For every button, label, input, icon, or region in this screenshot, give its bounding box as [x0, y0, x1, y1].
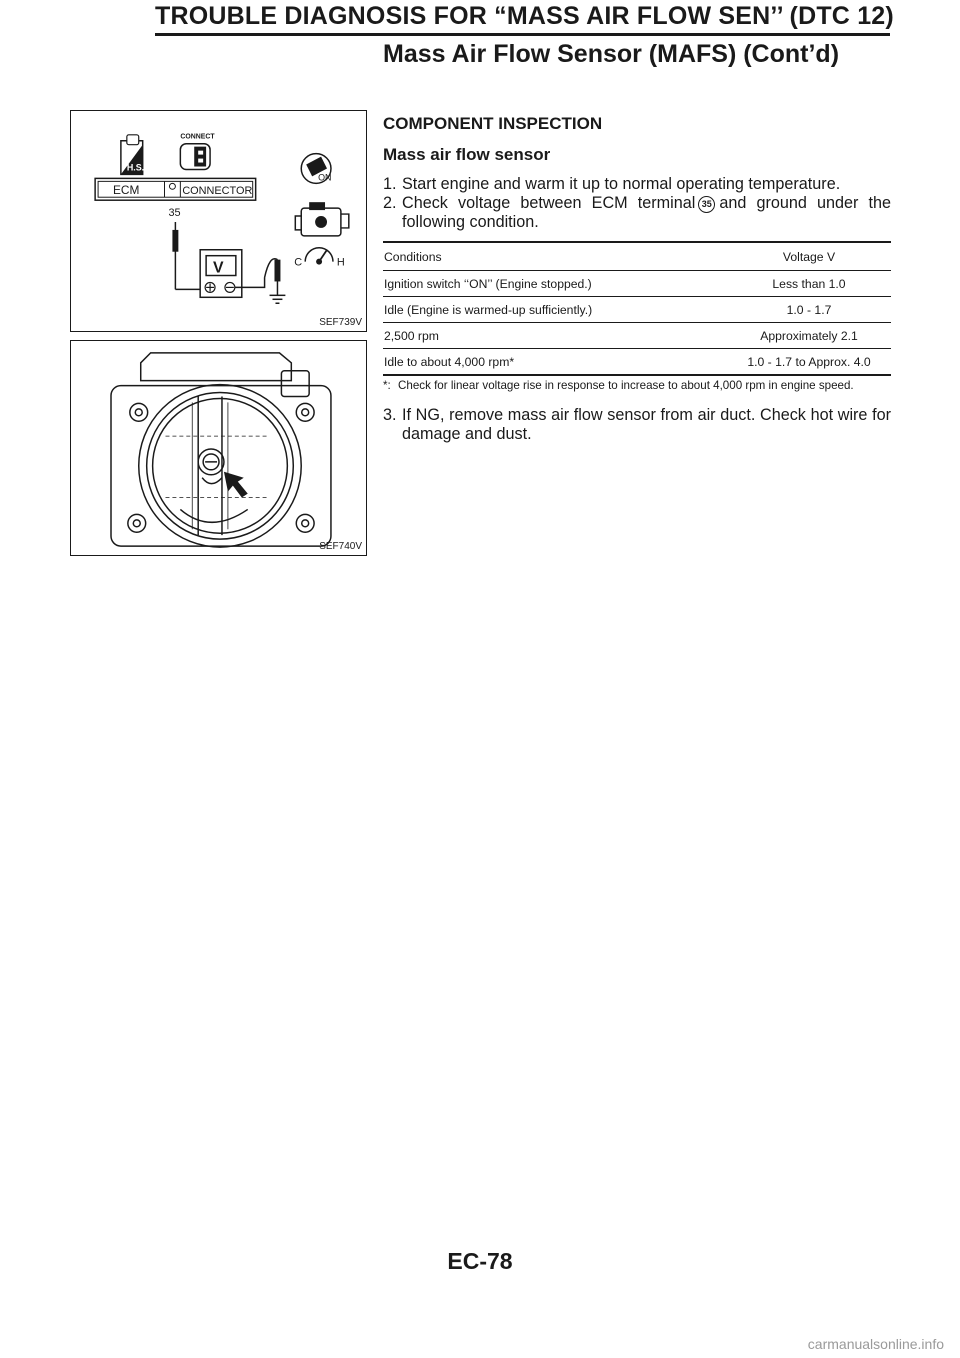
- column-header-conditions: Conditions: [383, 242, 726, 271]
- watermark: carmanualsonline.info: [807, 1336, 944, 1352]
- table-row: [383, 349, 891, 376]
- step-text-after: and ground under the following condition.: [402, 194, 891, 231]
- step-3: [383, 406, 891, 444]
- table-cell-voltage: Less than 1.0: [726, 271, 891, 297]
- terminal-number-badge: 35: [698, 196, 715, 213]
- table-row: [383, 297, 891, 323]
- column-header-voltage: Voltage V: [726, 242, 891, 271]
- figure-voltage-check: [70, 110, 367, 332]
- step-1: [383, 175, 891, 194]
- figure-caption: SEF740V: [319, 541, 362, 552]
- step-text: If NG, remove mass air flow sensor from air duct. Check hot wire for damage and dust.: [402, 406, 891, 443]
- connector-icon: [180, 144, 210, 170]
- page-section-title: Mass Air Flow Sensor (MAFS) (Cont’d): [383, 40, 840, 68]
- mass-air-flow-sensor-heading: Mass air flow sensor: [383, 145, 551, 164]
- step-text: [402, 194, 891, 232]
- figure-caption: SEF739V: [319, 317, 362, 328]
- component-inspection-heading: COMPONENT INSPECTION: [383, 114, 603, 133]
- footnote-mark: *:: [383, 379, 391, 392]
- table-cell-condition: Ignition switch ‘‘ON’’ (Engine stopped.): [383, 271, 726, 297]
- hs-badge-icon: [121, 135, 144, 175]
- temperature-gauge-icon: [294, 248, 344, 269]
- ecm-label: ECM: [112, 183, 140, 198]
- gauge-hot-label: H: [336, 256, 345, 269]
- table-cell-condition: Idle (Engine is warmed-up sufficiently.): [383, 297, 726, 323]
- gauge-cold-label: C: [294, 256, 303, 269]
- table-footnote: [383, 379, 891, 392]
- header-rule: [155, 33, 890, 36]
- engine-icon: [295, 202, 349, 236]
- step-number: 1.: [383, 175, 397, 193]
- hs-label: H.S.: [126, 162, 145, 173]
- connect-label: CONNECT: [180, 133, 215, 141]
- step-number: 2.: [383, 194, 397, 212]
- page-header-title: TROUBLE DIAGNOSIS FOR “MASS AIR FLOW SEN’’ (DTC 12): [155, 2, 894, 30]
- table-cell-condition: Idle to about 4,000 rpm*: [383, 349, 726, 376]
- table-cell-voltage: Approximately 2.1: [726, 323, 891, 349]
- figure-mass-air-flow-sensor: [70, 340, 367, 556]
- mass-air-flow-sensor-drawing: [71, 341, 366, 555]
- voltmeter-icon: [200, 250, 242, 298]
- table-cell-voltage: 1.0 - 1.7 to Approx. 4.0: [726, 349, 891, 376]
- voltmeter-label: V: [213, 259, 224, 277]
- table-cell-condition: 2,500 rpm: [383, 323, 726, 349]
- table-row: [383, 271, 891, 297]
- step-number: 3.: [383, 406, 397, 424]
- terminal-number-label: 35: [168, 207, 181, 220]
- ignition-key-icon: [301, 154, 331, 184]
- content-column: [383, 114, 891, 444]
- ignition-on-label: ON: [318, 172, 332, 183]
- step-text-before: Check voltage between ECM terminal: [402, 194, 696, 212]
- step-text: Start engine and warm it up to normal operating temperature.: [402, 175, 841, 193]
- step-2: [383, 194, 891, 232]
- voltage-spec-table: [383, 241, 891, 376]
- page-number: EC-78: [447, 1248, 513, 1274]
- table-row: [383, 323, 891, 349]
- table-header-row: [383, 242, 891, 271]
- footnote-text: Check for linear voltage rise in response to increase to about 4,000 rpm in engine speed.: [398, 379, 854, 392]
- voltage-check-diagram: [71, 111, 366, 331]
- ground-icon: [270, 295, 286, 303]
- table-cell-voltage: 1.0 - 1.7: [726, 297, 891, 323]
- connector-label: CONNECTOR: [182, 185, 253, 198]
